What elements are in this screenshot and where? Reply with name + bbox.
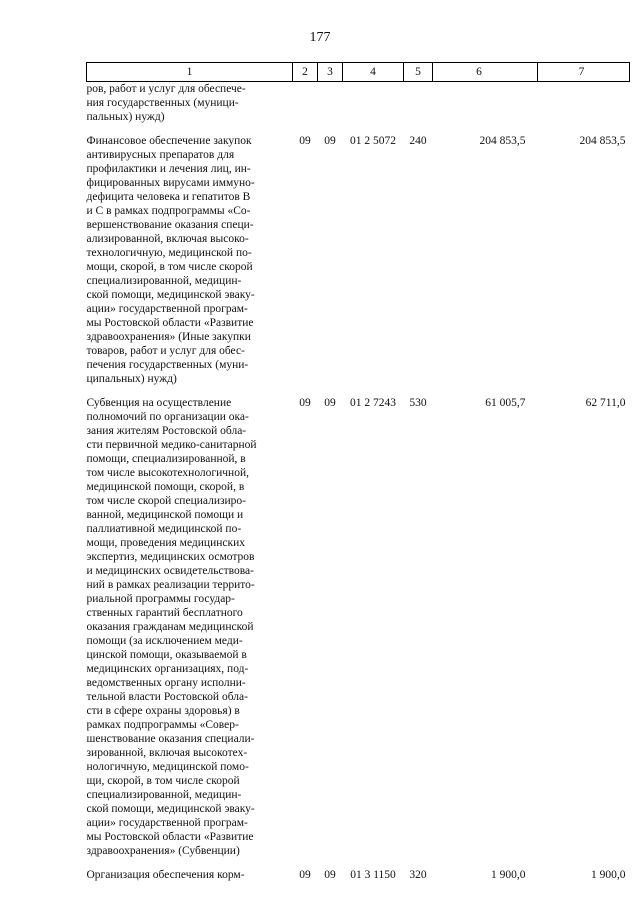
row-expense-type: 530 [409, 397, 427, 409]
row-amount-2 [538, 82, 630, 125]
row-amount-2: 62 711,0 [585, 397, 626, 409]
row-target-code: 01 3 1150 [350, 869, 396, 881]
header-col-4: 4 [343, 63, 404, 82]
header-col-1: 1 [87, 63, 293, 82]
header-col-6: 6 [433, 63, 538, 82]
row-description: Субвенция на осуществление полномочий по организации ока- зания жителям Ростовской обла- сти первичной медико-санитарной помощи, специализированной, в том числе высокотехнологичной, медицинской помощи, скорой, в том числе скорой специализиро- ванной, медицинской помощи и паллиативной медицинской по- мощи, проведения медицинских экспертиз, медицинских осмотров и медицинских освидетельствова- ний в рамках реализации террито- риальной программы государ- ственных гарантий бесплатного оказания гражданам медицинской помощи (за исключением меди- цинской помощи, оказываемой в медицинских организациях, под- ведомственных органу исполни- тельной власти Ростовской обла- сти в сфере охраны здоровья) в рамках подпрограммы «Совер- шенствование оказания специали- зированной, включая высокотех- нологичную, медицинской помо- щи, скорой, в том числе скорой специализированной, медицин- ской помощи, медицинской эваку- ации» государственной програм- мы Ростовской области «Развитие здравоохранения» (Субвенции) [86, 397, 257, 857]
row-spacer [87, 386, 630, 396]
page-number: 177 [309, 30, 331, 45]
budget-table [86, 62, 630, 882]
table-row [87, 134, 630, 386]
row-section [293, 82, 318, 125]
row-amount-1: 61 005,7 [485, 397, 526, 409]
row-amount-1: 204 853,5 [479, 135, 526, 147]
row-description: Организация обеспечения корм- [86, 869, 245, 881]
row-subsection: 09 [324, 135, 336, 147]
row-description: Финансовое обеспечение закупок антивирусных препаратов для профилактики и лечения лиц, ин- фицированных вирусами иммуно- дефицита человека и гепатитов В и С в рамках подпрограммы «Со- вершенствование оказания специ- ализированной, включая высоко- технологичную, медицинской по- мощи, скорой, в том числе скорой специализированной, медицин- ской помощи, медицинской эваку- ации» государственной програм- мы Ростовской области «Развитие здравоохранения» (Иные закупки товаров, работ и услуг для обес- печения государственных (муни- ципальных) нужд) [86, 135, 255, 385]
header-col-3: 3 [318, 63, 343, 82]
row-subsection: 09 [324, 869, 336, 881]
row-amount-1 [433, 82, 538, 125]
row-target-code: 01 2 5072 [350, 135, 396, 147]
row-description: ров, работ и услуг для обеспече- ния государственных (муници- пальных) нужд) [86, 83, 246, 123]
row-amount-2: 1 900,0 [591, 869, 626, 881]
row-section: 09 [299, 869, 311, 881]
row-amount-1: 1 900,0 [491, 869, 526, 881]
row-amount-2: 204 853,5 [579, 135, 626, 147]
table-row [87, 868, 630, 882]
row-expense-type [404, 82, 433, 125]
table-row [87, 82, 630, 125]
table-row [87, 396, 630, 858]
row-expense-type: 320 [409, 869, 427, 881]
row-spacer [87, 858, 630, 868]
header-col-5: 5 [404, 63, 433, 82]
row-section: 09 [299, 397, 311, 409]
row-subsection: 09 [324, 397, 336, 409]
row-spacer [87, 124, 630, 134]
row-subsection [318, 82, 343, 125]
header-col-2: 2 [293, 63, 318, 82]
row-target-code [343, 82, 404, 125]
header-col-7: 7 [538, 63, 630, 82]
row-section: 09 [299, 135, 311, 147]
row-expense-type: 240 [409, 135, 427, 147]
table-header-row [87, 63, 630, 82]
row-target-code: 01 2 7243 [350, 397, 396, 409]
